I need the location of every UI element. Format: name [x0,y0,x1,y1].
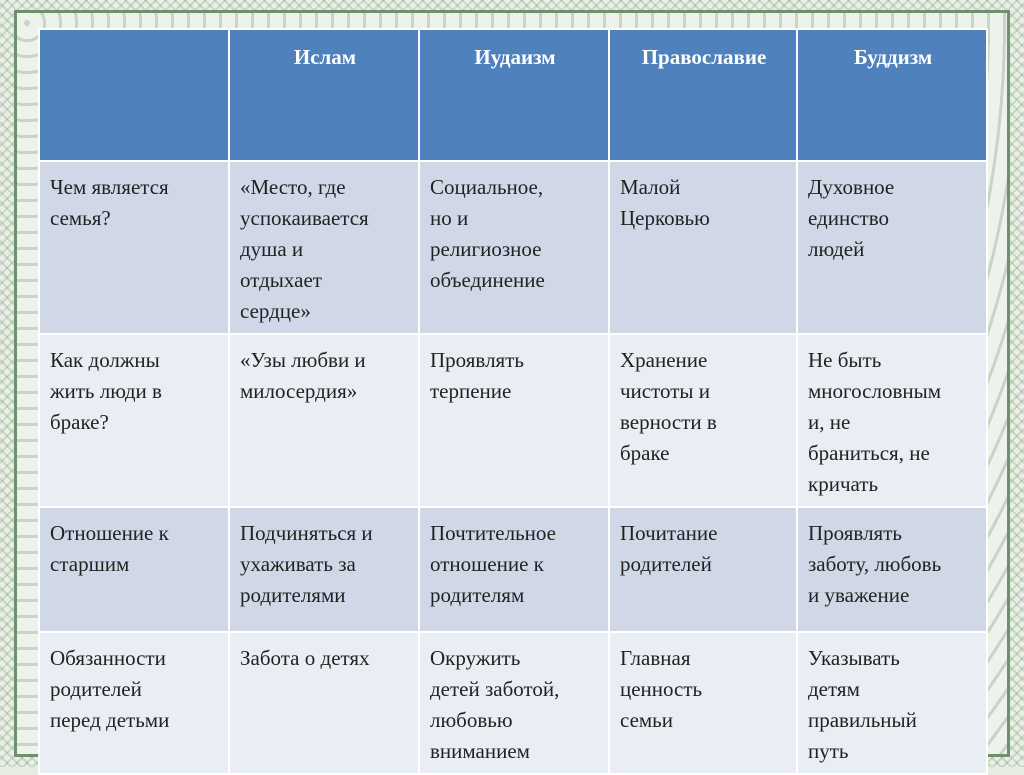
table-cell-orthodoxy [609,161,797,334]
cell-text: Хранение чистоты и верности в браке [620,348,717,465]
cell-text: Забота о детях [240,646,370,670]
table-header-row [39,29,987,161]
cell-text: Окружить детей заботой, любовью вниманием [430,646,560,763]
header-islam: Ислам [229,29,419,161]
cell-text: «Узы любви и милосердия» [240,348,366,403]
table-cell-judaism [419,507,609,632]
table-cell-islam [229,334,419,507]
cell-text: Главная ценность семьи [620,646,703,732]
table-cell-buddhism [797,334,987,507]
cell-text: Социальное, но и религиозное объединение [430,175,545,292]
table-cell-judaism [419,161,609,334]
table-cell-islam [229,632,419,774]
row-question: Отношение к старшим [50,521,169,576]
table-row [39,334,987,507]
table-row [39,507,987,632]
header-buddhism: Буддизм [797,29,987,161]
table-cell-orthodoxy [609,632,797,774]
row-question-cell [39,507,229,632]
table-cell-judaism [419,334,609,507]
table-cell-buddhism [797,507,987,632]
row-question: Обязанности родителей перед детьми [50,646,170,732]
table-cell-buddhism [797,632,987,774]
slide-content [38,28,986,775]
row-question-cell [39,161,229,334]
cell-text: Малой Церковью [620,175,710,230]
table-row [39,632,987,774]
table-cell-orthodoxy [609,507,797,632]
row-question: Чем является семья? [50,175,169,230]
row-question-cell [39,632,229,774]
header-empty-corner [39,29,229,161]
cell-text: Проявлять заботу, любовь и уважение [808,521,942,607]
header-judaism: Иудаизм [419,29,609,161]
cell-text: Почтительное отношение к родителям [430,521,556,607]
table-cell-buddhism [797,161,987,334]
cell-text: Указывать детям правильный путь [808,646,917,763]
cell-text: «Место, где успокаивается душа и отдыхает сердце» [240,175,369,323]
header-orthodoxy: Православие [609,29,797,161]
cell-text: Подчиняться и ухаживать за родителями [240,521,373,607]
table-cell-islam [229,161,419,334]
cell-text: Почитание родителей [620,521,718,576]
religions-family-comparison-table [38,28,988,775]
table-cell-judaism [419,632,609,774]
cell-text: Проявлять терпение [430,348,524,403]
cell-text: Не быть многословным и, не браниться, не кричать [808,348,941,496]
cell-text: Духовное единство людей [808,175,895,261]
table-cell-orthodoxy [609,334,797,507]
table-cell-islam [229,507,419,632]
row-question-cell [39,334,229,507]
row-question: Как должны жить люди в браке? [50,348,162,434]
table-row [39,161,987,334]
